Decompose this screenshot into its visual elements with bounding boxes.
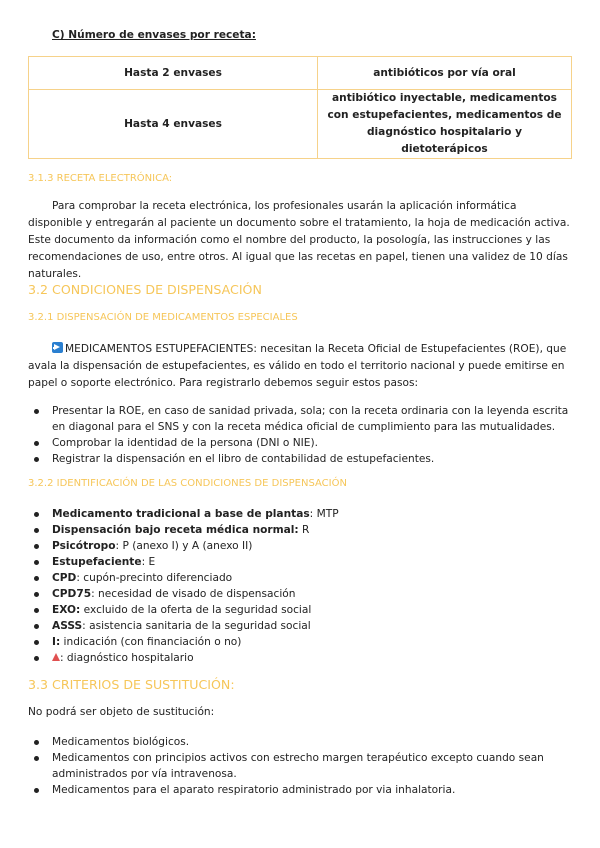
paragraph-sustitucion: No podrá ser objeto de sustitución: — [28, 706, 215, 718]
item-desc: excluido de la oferta de la seguridad social — [80, 604, 312, 616]
conditions-list — [28, 506, 572, 666]
item-term: Estupefaciente — [52, 556, 142, 568]
list-item — [28, 586, 572, 602]
item-desc: : E — [141, 556, 156, 568]
item-term: ASSS — [52, 620, 83, 632]
item-term: CPD75 — [52, 588, 92, 600]
list-item: Presentar la ROE, en caso de sanidad privada, sola; con la receta ordinaria con la leyenda escrita en diagonal para el SNS y con la receta médica oficial de cumplimiento para las mutualidades. — [28, 403, 572, 435]
substitution-list — [28, 734, 572, 798]
paragraph-estupefacientes — [28, 341, 572, 392]
list-item — [28, 634, 572, 650]
heading-3-3: 3.3 CRITERIOS DE SUSTITUCIÓN: — [28, 677, 235, 692]
table-cell: Hasta 2 envases — [29, 57, 318, 90]
list-item: Medicamentos con principios activos con estrecho margen terapéutico excepto cuando sean administrados por vía intravenosa. — [28, 750, 572, 782]
list-item — [28, 554, 572, 570]
table-row — [29, 57, 572, 90]
item-desc: : asistencia sanitaria de la seguridad social — [82, 620, 311, 632]
item-desc: indicación (con financiación o no) — [60, 636, 242, 648]
item-term: CPD — [52, 572, 77, 584]
paragraph-receta-electronica: Para comprobar la receta electrónica, los profesionales usarán la aplicación informática disponible y entregarán al paciente un documento sobre el tratamiento, la hoja de medicación activa. Este documento da información como el nombre del producto, la posología, las instrucciones y las recomendaciones de uso, entre otros. Al igual que las recetas en papel, tienen una validez de 10 días naturales. — [28, 200, 570, 280]
item-desc: : diagnóstico hospitalario — [60, 652, 194, 664]
list-item — [28, 570, 572, 586]
roe-steps-list — [28, 403, 572, 467]
item-desc: R — [298, 524, 310, 536]
list-item: Registrar la dispensación en el libro de contabilidad de estupefacientes. — [28, 451, 572, 467]
item-term: I: — [52, 636, 61, 648]
heading-3-2-1: 3.2.1 DISPENSACIÓN DE MEDICAMENTOS ESPECIALES — [28, 312, 298, 323]
section-c-title: C) Número de envases por receta: — [52, 29, 256, 41]
item-desc: : necesidad de visado de dispensación — [91, 588, 296, 600]
table-row — [29, 90, 572, 159]
list-item — [28, 650, 572, 666]
heading-3-2-2: 3.2.2 IDENTIFICACIÓN DE LAS CONDICIONES DE DISPENSACIÓN — [28, 478, 347, 489]
table-cell: antibiótico inyectable, medicamentos con estupefacientes, medicamentos de diagnóstico hospitalario y dietoterápicos — [318, 90, 572, 159]
item-term: Medicamento tradicional a base de plantas — [52, 508, 310, 520]
item-term: EXO: — [52, 604, 81, 616]
list-item — [28, 506, 572, 522]
item-term: Psicótropo — [52, 540, 116, 552]
table-cell: antibióticos por vía oral — [318, 57, 572, 90]
list-item — [28, 602, 572, 618]
item-desc: : cupón-precinto diferenciado — [76, 572, 233, 584]
list-item: Medicamentos para el aparato respiratorio administrado por via inhalatoria. — [28, 782, 572, 798]
list-item — [28, 522, 572, 538]
arrow-right-icon — [52, 342, 63, 353]
item-desc: : MTP — [309, 508, 339, 520]
item-term: Dispensación bajo receta médica normal: — [52, 524, 299, 536]
list-item: Comprobar la identidad de la persona (DNI o NIE). — [28, 435, 572, 451]
list-item — [28, 538, 572, 554]
list-item — [28, 618, 572, 634]
warning-triangle-icon — [52, 653, 60, 661]
paragraph-estupefacientes-text: MEDICAMENTOS ESTUPEFACIENTES: necesitan la Receta Oficial de Estupefacientes (ROE), que avala la dispensación de estupefacientes, es válido en todo el territorio nacional y puede emitirse en papel o soporte electrónico. Para registrarlo debemos seguir estos pasos: — [28, 343, 567, 389]
list-item: Medicamentos biológicos. — [28, 734, 572, 750]
item-desc: : P (anexo I) y A (anexo II) — [115, 540, 253, 552]
envases-table — [28, 56, 572, 159]
table-cell: Hasta 4 envases — [29, 90, 318, 159]
heading-3-2: 3.2 CONDICIONES DE DISPENSACIÓN — [28, 282, 262, 297]
heading-3-1-3: 3.1.3 RECETA ELECTRÓNICA: — [28, 173, 173, 184]
